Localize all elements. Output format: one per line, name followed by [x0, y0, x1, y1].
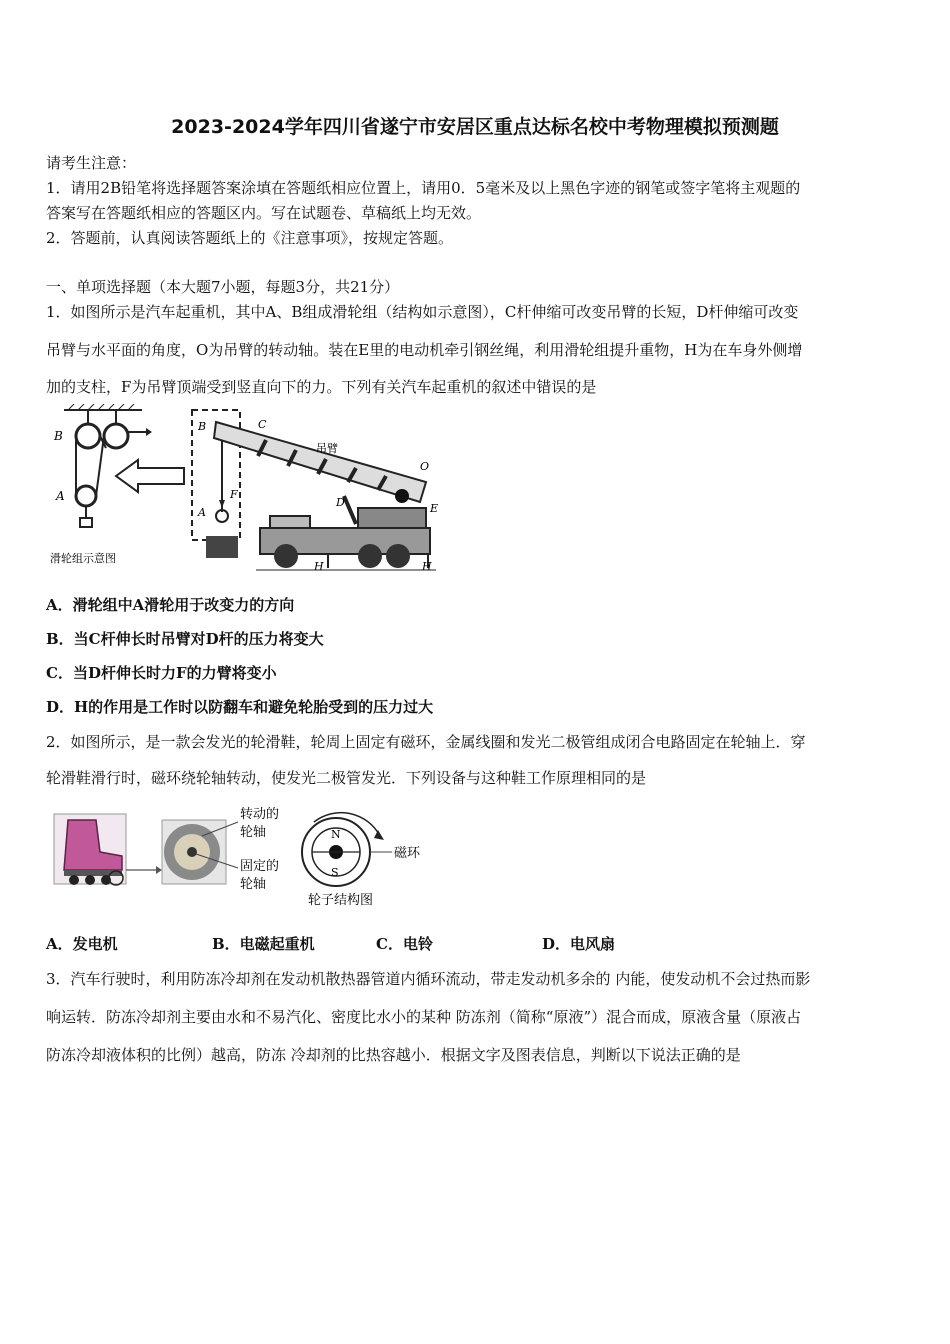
notice-item-1-line-1: 1．请用2B铅笔将选择题答案涂填在答题纸相应位置上，请用0．5毫米及以上黑色字迹的钢笔或签字笔将主观题的	[46, 179, 801, 197]
pulley-label-b: B	[54, 429, 63, 443]
label-wheel-diagram: 轮子结构图	[308, 893, 374, 908]
label-rotating-axle-2: 轮轴	[240, 825, 267, 840]
q1-line-1: 1．如图所示是汽车起重机，其中A、B组成滑轮组（结构如示意图），C杆伸缩可改变吊臂的长短，D杆伸缩可改变	[46, 303, 799, 321]
section-heading: 一、单项选择题（本大题7小题，每题3分，共21分）	[46, 278, 400, 296]
boom-label: 吊臂	[316, 442, 338, 455]
label-rotating-axle-1: 转动的	[240, 807, 280, 822]
crane-label-f: F	[230, 488, 238, 501]
crane-figure	[46, 404, 446, 576]
q1-option-b: B．当C杆伸长时吊臂对D杆的压力将变大	[46, 630, 324, 648]
q1-line-2: 吊臂与水平面的角度，O为吊臂的转动轴。装在E里的电动机牵引钢丝绳，利用滑轮组提升重物，H为在车身外侧增	[46, 341, 803, 359]
notice-item-2: 2．答题前，认真阅读答题纸上的《注意事项》，按规定答题。	[46, 229, 454, 247]
notice-heading: 请考生注意：	[46, 154, 137, 172]
crane-label-b: B	[198, 420, 207, 433]
q2-option-c: C．电铃	[376, 935, 433, 953]
q2-line-1: 2．如图所示，是一款会发光的轮滑鞋，轮周上固定有磁环，金属线圈和发光二极管组成闭合电路固定在轮轴上．穿	[46, 733, 806, 751]
q1-option-a: A．滑轮组中A滑轮用于改变力的方向	[46, 596, 295, 614]
crane-label-d: D	[336, 496, 345, 509]
pole-n: N	[331, 828, 341, 841]
crane-label-h-right: H	[422, 560, 432, 573]
q2-option-a: A．发电机	[46, 935, 118, 953]
q1-line-3: 加的支柱，F为吊臂顶端受到竖直向下的力。下列有关汽车起重机的叙述中错误的是	[46, 378, 597, 396]
crane-label-e: E	[430, 502, 439, 515]
label-fixed-axle-2: 轮轴	[240, 877, 267, 892]
q2-line-2: 轮滑鞋滑行时，磁环绕轮轴转动，使发光二极管发光．下列设备与这种鞋工作原理相同的是	[46, 769, 647, 787]
q3-line-1: 3．汽车行驶时，利用防冻冷却剂在发动机散热器管道内循环流动，带走发动机多余的 内能，使发动机不会过热而影	[46, 970, 811, 988]
q3-line-2: 响运转．防冻冷却剂主要由水和不易汽化、密度比水小的某种 防冻剂（简称“原液”）混合而成，原液含量（原液占	[46, 1008, 802, 1026]
page-title: 2023-2024学年四川省遂宁市安居区重点达标名校中考物理模拟预测题	[171, 116, 779, 138]
q1-option-d: D．H的作用是工作时以防翻车和避免轮胎受到的压力过大	[46, 698, 434, 716]
pulley-diagram-caption: 滑轮组示意图	[50, 552, 116, 565]
crane-label-c: C	[258, 418, 267, 431]
crane-label-h-left: H	[314, 560, 324, 573]
crane-label-a: A	[198, 506, 206, 519]
pole-s: S	[331, 866, 339, 879]
q2-option-d: D．电风扇	[542, 935, 616, 953]
q3-line-3: 防冻冷却液体积的比例）越高，防冻 冷却剂的比热容越小．根据文字及图表信息，判断以下说法正确的是	[46, 1046, 741, 1064]
label-fixed-axle-1: 固定的	[240, 859, 280, 874]
pulley-label-a: A	[56, 489, 65, 503]
notice-item-1-line-2: 答案写在答题纸相应的答题区内。写在试题卷、草稿纸上均无效。	[46, 204, 482, 222]
skate-figure	[52, 800, 432, 912]
q1-option-c: C．当D杆伸长时力F的力臂将变小	[46, 664, 277, 682]
q2-option-b: B．电磁起重机	[212, 935, 315, 953]
label-magnet-ring: 磁环	[394, 846, 421, 861]
arrow-left-icon	[116, 460, 184, 492]
crane-label-o: O	[420, 460, 430, 473]
